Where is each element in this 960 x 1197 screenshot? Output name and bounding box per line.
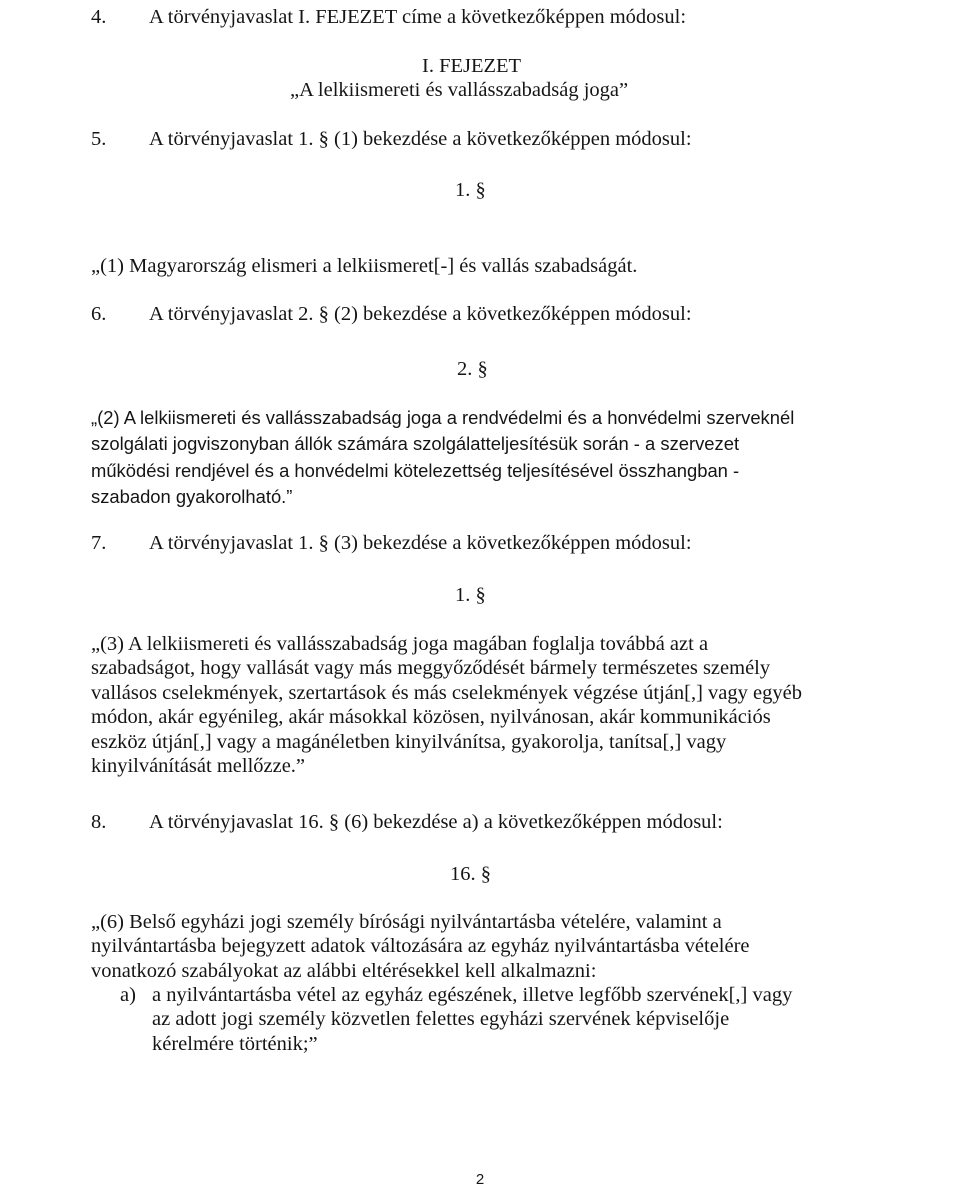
page-number: 2 (475, 1171, 485, 1188)
item-text: A törvényjavaslat 1. § (3) bekezdése a következőképpen módosul: (149, 532, 692, 554)
paragraph-line: kinyilvánítását mellőzze.” (91, 755, 306, 778)
item-text: A törvényjavaslat 2. § (2) bekezdése a következőképpen módosul: (149, 303, 692, 325)
section-paragraph (91, 405, 864, 511)
section-heading: 1. § (455, 584, 486, 606)
paragraph-line: „(6) Belső egyházi jogi személy bírósági nyilvántartásba vételére, valamint a (91, 911, 722, 933)
section-paragraph: „(1) Magyarország elismeri a lelkiismeret[-] és vallás szabadságát. (91, 255, 638, 277)
section-paragraph (91, 632, 864, 778)
paragraph-line: eszköz útján[,] vagy a magánéletben kinyilvánítsa, gyakorolja, tanítsa[,] vagy (91, 730, 727, 753)
item-number: 4. (91, 6, 107, 28)
point-label: a) (120, 984, 136, 1006)
paragraph-line: kérelmére történik;” (152, 1032, 318, 1055)
paragraph-line: szolgálati jogviszonyban állók számára szolgálatteljesítésük során - a szervezet (91, 433, 740, 455)
chapter-heading: I. FEJEZET (422, 55, 522, 77)
item-number: 6. (91, 303, 107, 325)
paragraph-line: vallásos cselekmények, szertartások és más cselekmények végzése útján[,] vagy egyéb (91, 681, 802, 704)
item-text: A törvényjavaslat 16. § (6) bekezdése a) a következőképpen módosul: (149, 811, 723, 833)
section-paragraph (91, 910, 864, 983)
paragraph-line: az adott jogi személy közvetlen felettes egyházi szervének képviselője (152, 1008, 730, 1031)
section-heading: 1. § (455, 179, 486, 201)
item-number: 8. (91, 811, 107, 833)
paragraph-line: „(3) A lelkiismereti és vallásszabadság joga magában foglalja továbbá azt a (91, 633, 709, 655)
paragraph-line: működési rendjével és a honvédelmi kötelezettség teljesítésével összhangban - (91, 459, 740, 481)
paragraph-line: a nyilvántartásba vétel az egyház egészének, illetve legfőbb szervének[,] vagy (152, 984, 793, 1006)
item-text: A törvényjavaslat 1. § (1) bekezdése a következőképpen módosul: (149, 128, 692, 150)
section-heading: 16. § (450, 863, 491, 885)
paragraph-line: vonatkozó szabályokat az alábbi eltérésekkel kell alkalmazni: (91, 959, 597, 982)
item-number: 5. (91, 128, 107, 150)
paragraph-line: szabadságot, hogy vallását vagy más meggyőződését bármely természetes személy (91, 657, 771, 680)
chapter-title: „A lelkiismereti és vallásszabadság joga” (290, 79, 629, 101)
paragraph-line: szabadon gyakorolható.” (91, 486, 293, 508)
item-number: 7. (91, 532, 107, 554)
section-heading: 2. § (457, 358, 488, 380)
paragraph-line: módon, akár egyénileg, akár másokkal közösen, nyilvánosan, akár kommunikációs (91, 706, 771, 729)
point-text (152, 983, 863, 1056)
item-text: A törvényjavaslat I. FEJEZET címe a következőképpen módosul: (149, 6, 687, 28)
paragraph-line: nyilvántartásba bejegyzett adatok változására az egyház nyilvántartásba vételére (91, 935, 750, 958)
paragraph-line: „(2) A lelkiismereti és vallásszabadság joga a rendvédelmi és a honvédelmi szerveknél (91, 407, 795, 428)
